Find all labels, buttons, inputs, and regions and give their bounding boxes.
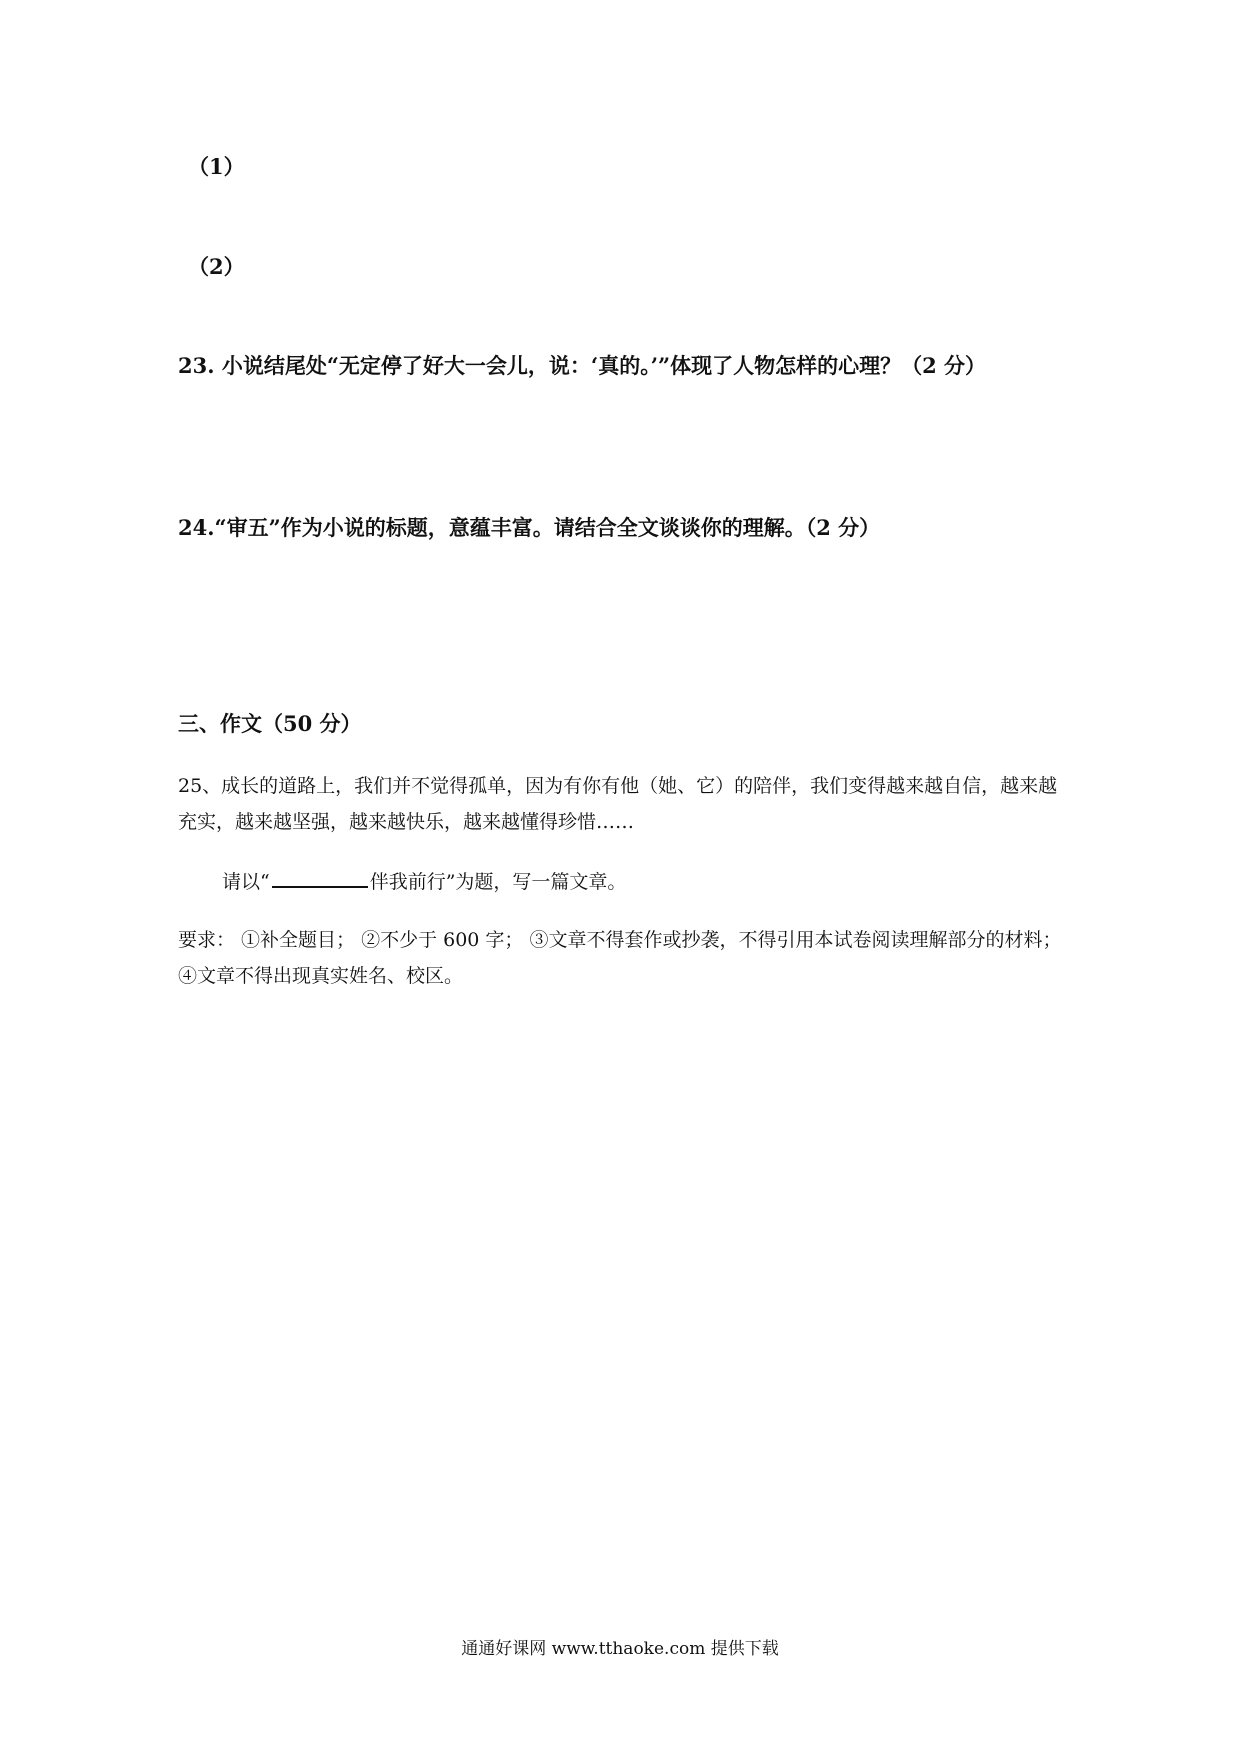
essay-prompt-before: 请以“ — [222, 871, 270, 893]
answer-label-1: （1） — [188, 154, 245, 179]
essay-requirements: 要求： ①补全题目； ②不少于 600 字； ③文章不得套作或抄袭，不得引用本试卷阅读理解部分的材料； ④文章不得出现真实姓名、校区。 — [178, 929, 1062, 987]
answer-label-2: （2） — [188, 254, 245, 279]
essay-prompt-after: 伴我前行”为题，写一篇文章。 — [369, 871, 627, 893]
question-25-intro: 25、成长的道路上，我们并不觉得孤单，因为有你有他（她、它）的陪伴，我们变得越来越自信，越来越充实，越来越坚强，越来越快乐，越来越懂得珍惜…… — [178, 775, 1058, 833]
page-footer: 通通好课网 www.tthaoke.com 提供下载 — [461, 1639, 779, 1659]
section-heading-composition: 三、作文（50 分） — [178, 711, 362, 736]
title-blank — [272, 866, 368, 888]
question-24: 24.“审五”作为小说的标题，意蕴丰富。请结合全文谈谈你的理解。（2 分） — [178, 515, 881, 540]
essay-title-prompt — [222, 864, 626, 900]
question-23: 23. 小说结尾处“无定停了好大一会儿，说：‘真的。’”体现了人物怎样的心理？（2 分） — [178, 353, 987, 378]
